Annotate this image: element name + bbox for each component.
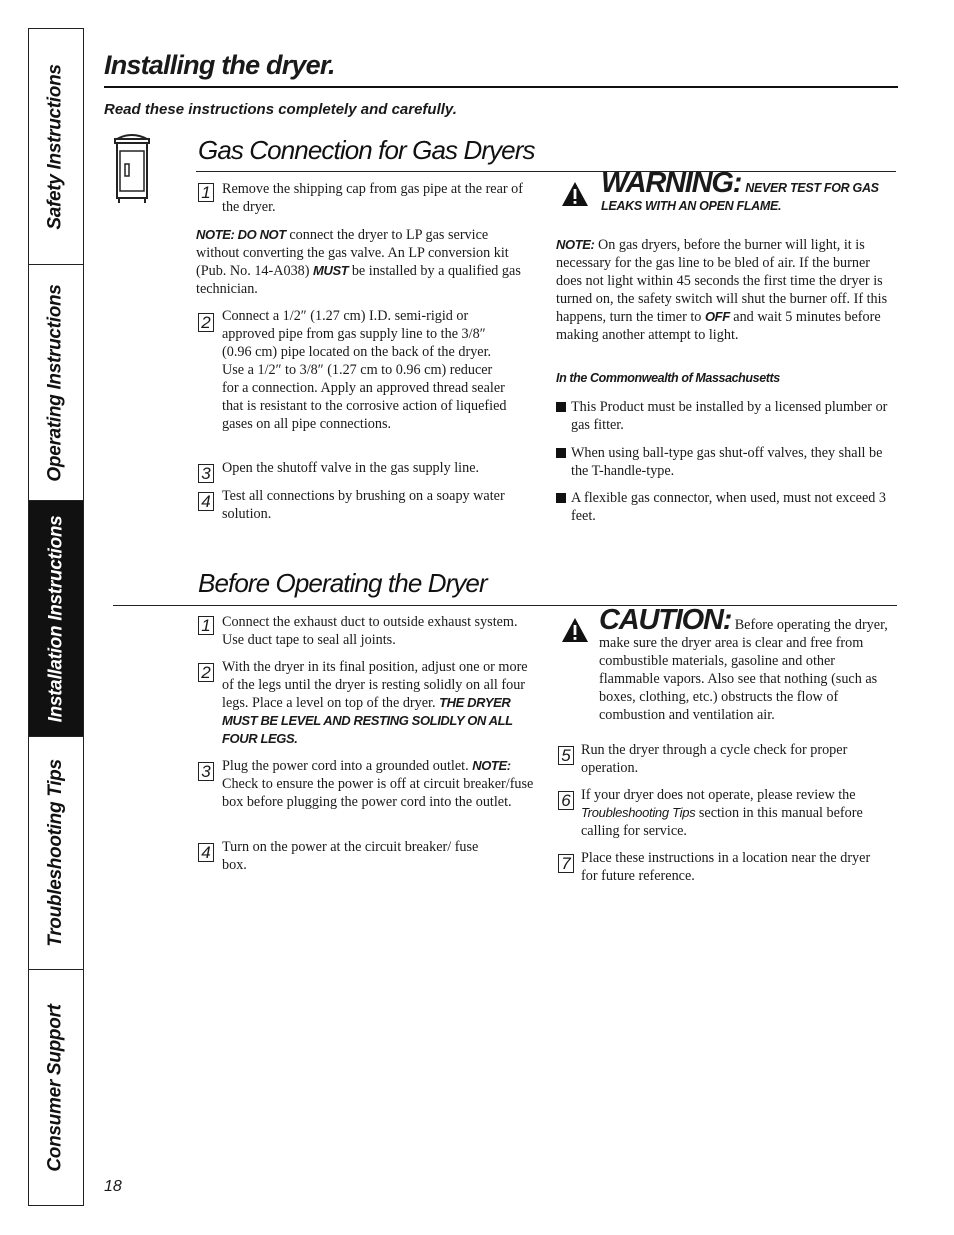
note-label: NOTE:	[472, 758, 511, 773]
step-text: Place these instructions in a location near the dryer for future reference.	[581, 850, 871, 884]
caution-title: CAUTION:	[599, 604, 732, 636]
list-item: When using ball-type gas shut-off valves, they shall be the T-handle-type.	[556, 444, 901, 480]
step-number: 1	[198, 183, 214, 202]
gas-warning	[601, 167, 897, 215]
warning-triangle-icon	[561, 617, 589, 643]
off-emphasis: OFF	[704, 309, 730, 324]
list-item: This Product must be installed by a licensed plumber or gas fitter.	[556, 398, 901, 434]
warning-text: NEVER TEST FOR GAS LEAKS WITH AN OPEN FLAME.	[601, 181, 879, 213]
page-title: Installing the dryer.	[104, 50, 335, 80]
step-number: 5	[558, 746, 574, 765]
step-number: 1	[198, 616, 214, 635]
step-number: 4	[198, 843, 214, 862]
step-text: Test all connections by brushing on a soapy water solution.	[222, 488, 505, 522]
step-text: If your dryer does not operate, please review the Troubleshooting Tips section in this manual before calling for service.	[581, 787, 863, 839]
step-text: Plug the power cord into a grounded outlet. NOTE: Check to ensure the power is off at circuit breaker/fuse box before plugging the power cord into the outlet.	[222, 758, 534, 810]
step-number: 2	[198, 663, 214, 682]
step-number: 2	[198, 313, 214, 332]
bullet-square-icon	[556, 493, 566, 503]
step-text: Open the shutoff valve in the gas supply line.	[222, 460, 480, 476]
page-number: 18	[104, 1178, 122, 1195]
step-number: 6	[558, 791, 574, 810]
step-text: Connect a 1/2″ (1.27 cm) I.D. semi-rigid or approved pipe from gas supply line to the 3/8″ (0.96 cm) pipe located on the back of the dryer. Use a 1/2″ to 3/8″ (1.27 cm to 0.96 cm) reducer for a connection. Apply an approved thread sealer that is resistant to the corrosive action of liquefied gases on all pipe connections.	[222, 308, 507, 432]
warning-triangle-icon	[561, 181, 589, 207]
step-text: Turn on the power at the circuit breaker/ fuse box.	[222, 839, 479, 873]
title-divider	[104, 86, 898, 88]
gas-section-heading: Gas Connection for Gas Dryers	[198, 135, 535, 165]
level-emphasis: THE DRYER MUST BE LEVEL AND RESTING SOLIDLY ON ALL FOUR LEGS.	[222, 695, 513, 746]
tab-operating-instructions[interactable]: Operating Instructions	[29, 265, 83, 501]
tab-installation-instructions[interactable]: Installation Instructions	[29, 501, 83, 737]
note-label: NOTE:	[556, 237, 595, 252]
page-subtitle: Read these instructions completely and carefully.	[104, 101, 457, 118]
list-item: A flexible gas connector, when used, must not exceed 3 feet.	[556, 489, 901, 525]
warning-title: WARNING:	[601, 167, 742, 199]
step-text: With the dryer in its final position, adjust one or more of the legs until the dryer is resting solidly on all four legs. Place a level on top of the dryer. THE DRYER MUST BE LEVEL AND RESTING SOLIDLY ON ALL FOUR LEGS.	[222, 659, 528, 746]
dryer-icon	[112, 131, 152, 205]
troubleshooting-reference: Troubleshooting Tips	[581, 805, 696, 820]
massachusetts-heading: In the Commonwealth of Massachusetts	[556, 371, 780, 385]
tab-troubleshooting-tips[interactable]: Troubleshooting Tips	[29, 737, 83, 970]
bullet-square-icon	[556, 402, 566, 412]
before-section-rule	[113, 605, 897, 606]
must-emphasis: MUST	[313, 263, 349, 278]
gas-note-burner: NOTE: On gas dryers, before the burner will light, it is necessary for the gas line to be bled of air. If the burner does not light within 45 seconds the first time the dryer is turned on, the safety switch will shut the burner off. If this happens, turn the timer to OFF and wait 5 minutes before making another attempt to light.	[556, 237, 888, 343]
bullet-square-icon	[556, 448, 566, 458]
step-number: 7	[558, 854, 574, 873]
step-text: Connect the exhaust duct to outside exhaust system. Use duct tape to seal all joints.	[222, 614, 518, 648]
before-section-heading: Before Operating the Dryer	[198, 568, 487, 598]
step-text: Remove the shipping cap from gas pipe at the rear of the dryer.	[222, 181, 523, 215]
tab-consumer-support[interactable]: Consumer Support	[45, 1003, 67, 1172]
step-number: 3	[198, 464, 214, 483]
note-label: NOTE: DO NOT	[196, 227, 286, 242]
caution-block	[599, 604, 899, 724]
caution-text: Before operating the dryer, make sure the dryer area is clear and free from combustible materials, gasoline and other flammable vapors. Also see that nothing (such as boxes, clothing, etc.) obstructs the flow of combustion and ventilation air.	[599, 617, 888, 723]
side-tab-strip	[28, 28, 84, 1206]
tab-safety-instructions[interactable]: Safety Instructions	[29, 29, 83, 265]
step-number: 4	[198, 492, 214, 511]
step-text: Run the dryer through a cycle check for proper operation.	[581, 742, 848, 776]
step-number: 3	[198, 762, 214, 781]
gas-section-rule	[196, 171, 896, 172]
gas-note-lp: NOTE: DO NOT connect the dryer to LP gas service without converting the gas valve. An LP conversion kit (Pub. No. 14-A038) MUST be installed by a qualified gas technician.	[196, 227, 521, 297]
